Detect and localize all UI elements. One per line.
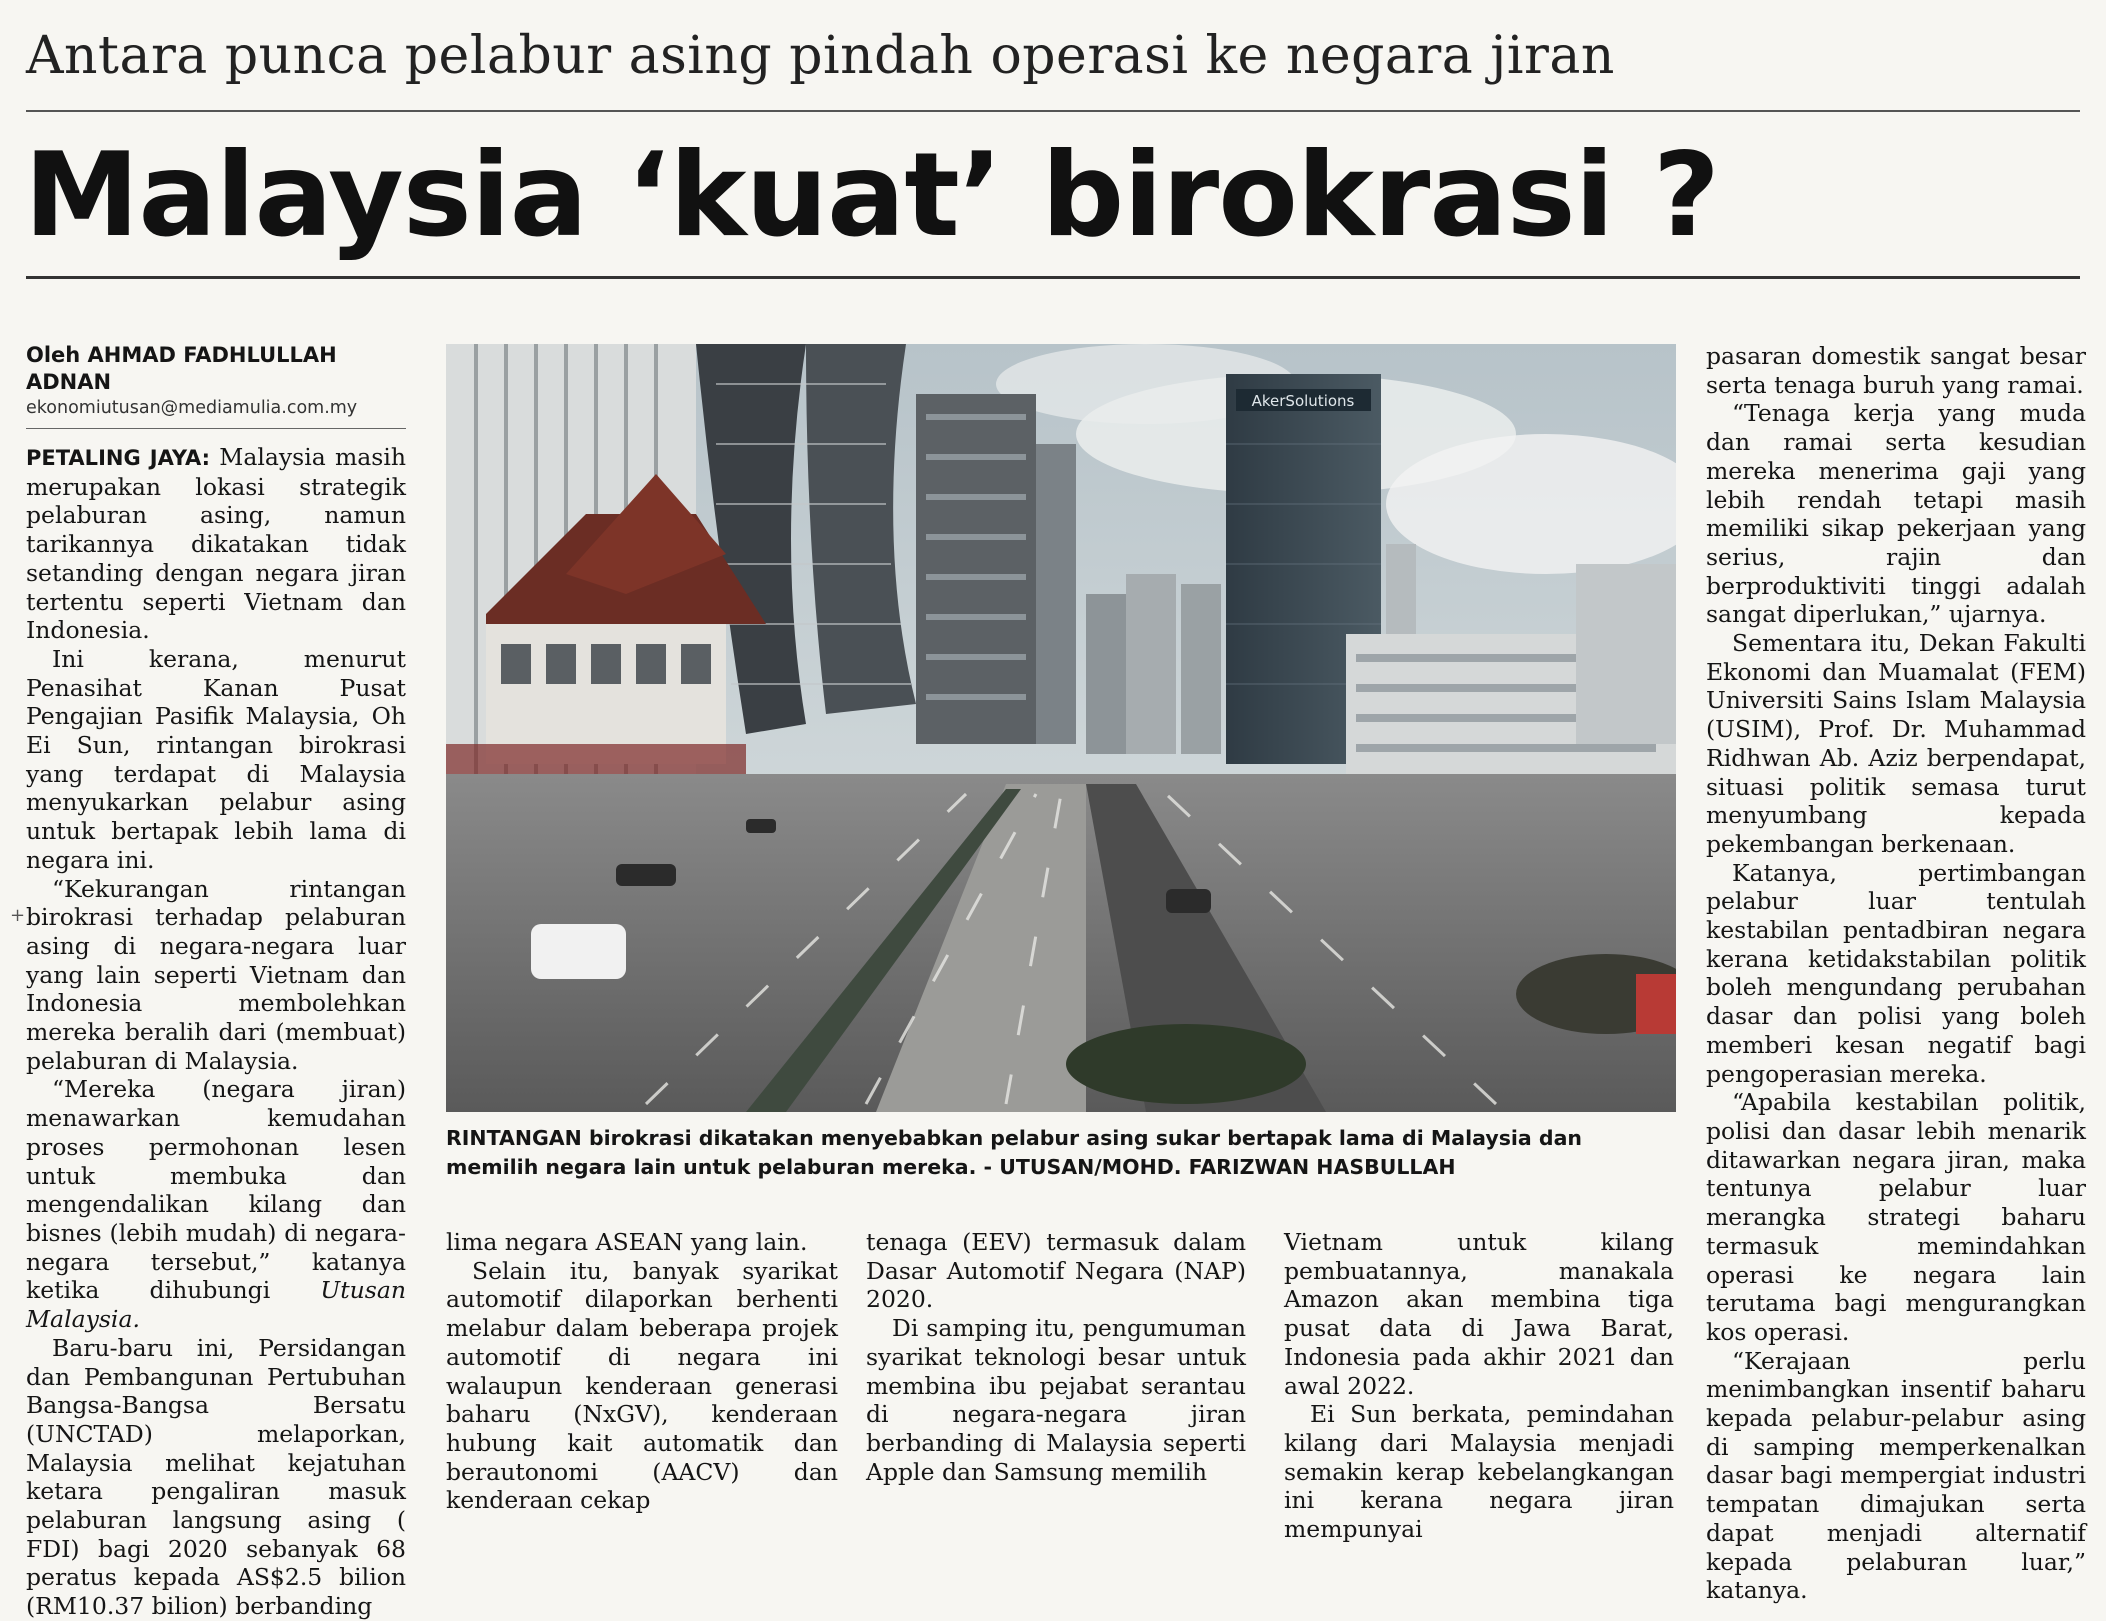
article-photo xyxy=(446,344,1676,1112)
paragraph: Ei Sun berkata, pemindahan kilang dari Malaysia menjadi semakin kerap kebelangkangan ini kerana negara jiran mempunyai xyxy=(1284,1400,1674,1544)
paragraph: lima negara ASEAN yang lain. xyxy=(446,1228,808,1256)
paragraph-text: “Mereka (negara jiran) menawarkan kemudahan proses permohonan lesen untuk membuka dan mengendalikan kilang dan bisnes (lebih mudah) di negara-negara tersebut,” katanya ketika dihubungi xyxy=(26,1075,406,1305)
article-column-2 xyxy=(446,1228,838,1515)
paragraph: Ini kerana, menurut Penasihat Kanan Pusat Pengajian Pasifik Malaysia, Oh Ei Sun, rintangan birokrasi yang terdapat di Malaysia menyukarkan pelabur asing untuk bertapak lebih lama di negara ini. xyxy=(26,644,406,874)
paragraph: pasaran domestik sangat besar serta tenaga buruh yang ramai. xyxy=(1706,342,2086,399)
dateline: PETALING JAYA: xyxy=(26,446,211,470)
paragraph xyxy=(26,1075,406,1333)
author-email: ekonomiutusan@mediamulia.com.my xyxy=(26,398,358,418)
byline-rule xyxy=(26,428,406,429)
article-column-1 xyxy=(26,342,406,1621)
registration-mark: + xyxy=(10,905,26,926)
paragraph: Baru-baru ini, Persidangan dan Pembangunan Pertubuhan Bangsa-Bangsa Bersatu (UNCTAD) melaporkan, Malaysia melihat kejatuhan ketara pengaliran masuk pelaburan langsung asing ( FDI) bagi 2020 sebanyak 68 peratus kepada AS$2.5 bilion (RM10.37 bilion) berbanding xyxy=(26,1333,406,1621)
paragraph: “Apabila kestabilan politik, polisi dan dasar lebih menarik ditawarkan negara jiran, maka tentunya pelabur luar merangka strategi baharu termasuk memindahkan operasi ke negara lain terutama bagi mengurangkan kos operasi. xyxy=(1706,1088,2086,1346)
byline-name: ADNAN xyxy=(26,370,112,394)
headline: Malaysia ‘kuat’ birokrasi ? xyxy=(24,128,1720,263)
paragraph: tenaga (EEV) termasuk dalam Dasar Automotif Negara (NAP) 2020. xyxy=(866,1228,1246,1314)
byline xyxy=(26,342,406,396)
city-road-photo xyxy=(446,344,1676,1112)
paragraph: “Kerajaan perlu menimbangkan insentif baharu kepada pelabur-pelabur asing di samping memperkenalkan dasar bagi mempergiat industri tempatan dimajukan serta dapat menjadi alternatif kepada pelaburan luar,” katanya. xyxy=(1706,1346,2086,1605)
paragraph: Katanya, pertimbangan pelabur luar tentulah kestabilan pentadbiran negara kerana ketidakstabilan politik boleh mengundang perubahan dasar dan polisi yang boleh memberi kesan negatif bagi pengoperasian mereka. xyxy=(1706,858,2086,1088)
kicker: Antara punca pelabur asing pindah operasi ke negara jiran xyxy=(26,26,1615,86)
article-column-3 xyxy=(866,1228,1246,1486)
byline-prefix: Oleh AHMAD FADHLULLAH xyxy=(26,343,337,367)
paragraph: “Kekurangan rintangan birokrasi terhadap pelaburan asing di negara-negara luar yang lain seperti Vietnam dan Indonesia membolehkan mereka beralih dari (membuat) pelaburan di Malaysia. xyxy=(26,874,406,1075)
photo-caption: RINTANGAN birokrasi dikatakan menyebabkan pelabur asing sukar bertapak lama di Malaysia dan memilih negara lain untuk pelaburan mereka. - UTUSAN/MOHD. FARIZWAN HASBULLAH xyxy=(446,1126,1582,1179)
article-column-4 xyxy=(1284,1228,1674,1544)
building-sign: AkerSolutions xyxy=(1251,392,1355,410)
paragraph xyxy=(26,443,406,645)
paragraph-text: Malaysia masih merupakan lokasi strategik pelaburan asing, namun tarikannya dikatakan tidak setanding dengan negara jiran tertentu seperti Vietnam dan Indonesia. xyxy=(26,443,406,645)
publication-name: Utusan Malaysia. xyxy=(26,1276,406,1334)
paragraph: Vietnam untuk kilang pembuatannya, manakala Amazon akan membina tiga pusat data di Jawa Barat, Indonesia pada akhir 2021 dan awal 2022. xyxy=(1284,1228,1674,1400)
kicker-rule xyxy=(26,110,2080,112)
paragraph: Di samping itu, pengumuman syarikat teknologi besar untuk membina ibu pejabat serantau di negara-negara jiran berbanding di Malaysia seperti Apple dan Samsung memilih xyxy=(866,1314,1246,1486)
headline-rule xyxy=(26,276,2080,279)
article-column-5 xyxy=(1706,342,2086,1605)
paragraph: Selain itu, banyak syarikat automotif dilaporkan berhenti melabur dalam beberapa projek automotif di negara ini walaupun kenderaan generasi baharu (NxGV), kenderaan hubung kait automatik dan berautonomi (AACV) dan kenderaan cekap xyxy=(446,1256,838,1515)
paragraph: Sementara itu, Dekan Fakulti Ekonomi dan Muamalat (FEM) Universiti Sains Islam Malaysia (USIM), Prof. Dr. Muhammad Ridhwan Ab. Aziz berpendapat, situasi politik semasa turut menyumbang kepada pekembangan berkenaan. xyxy=(1706,629,2086,858)
paragraph: “Tenaga kerja yang muda dan ramai serta kesudian mereka menerima gaji yang lebih rendah tetapi masih memiliki sikap pekerjaan yang serius, rajin dan berproduktiviti tinggi adalah sangat diperlukan,” ujarnya. xyxy=(1706,399,2086,629)
